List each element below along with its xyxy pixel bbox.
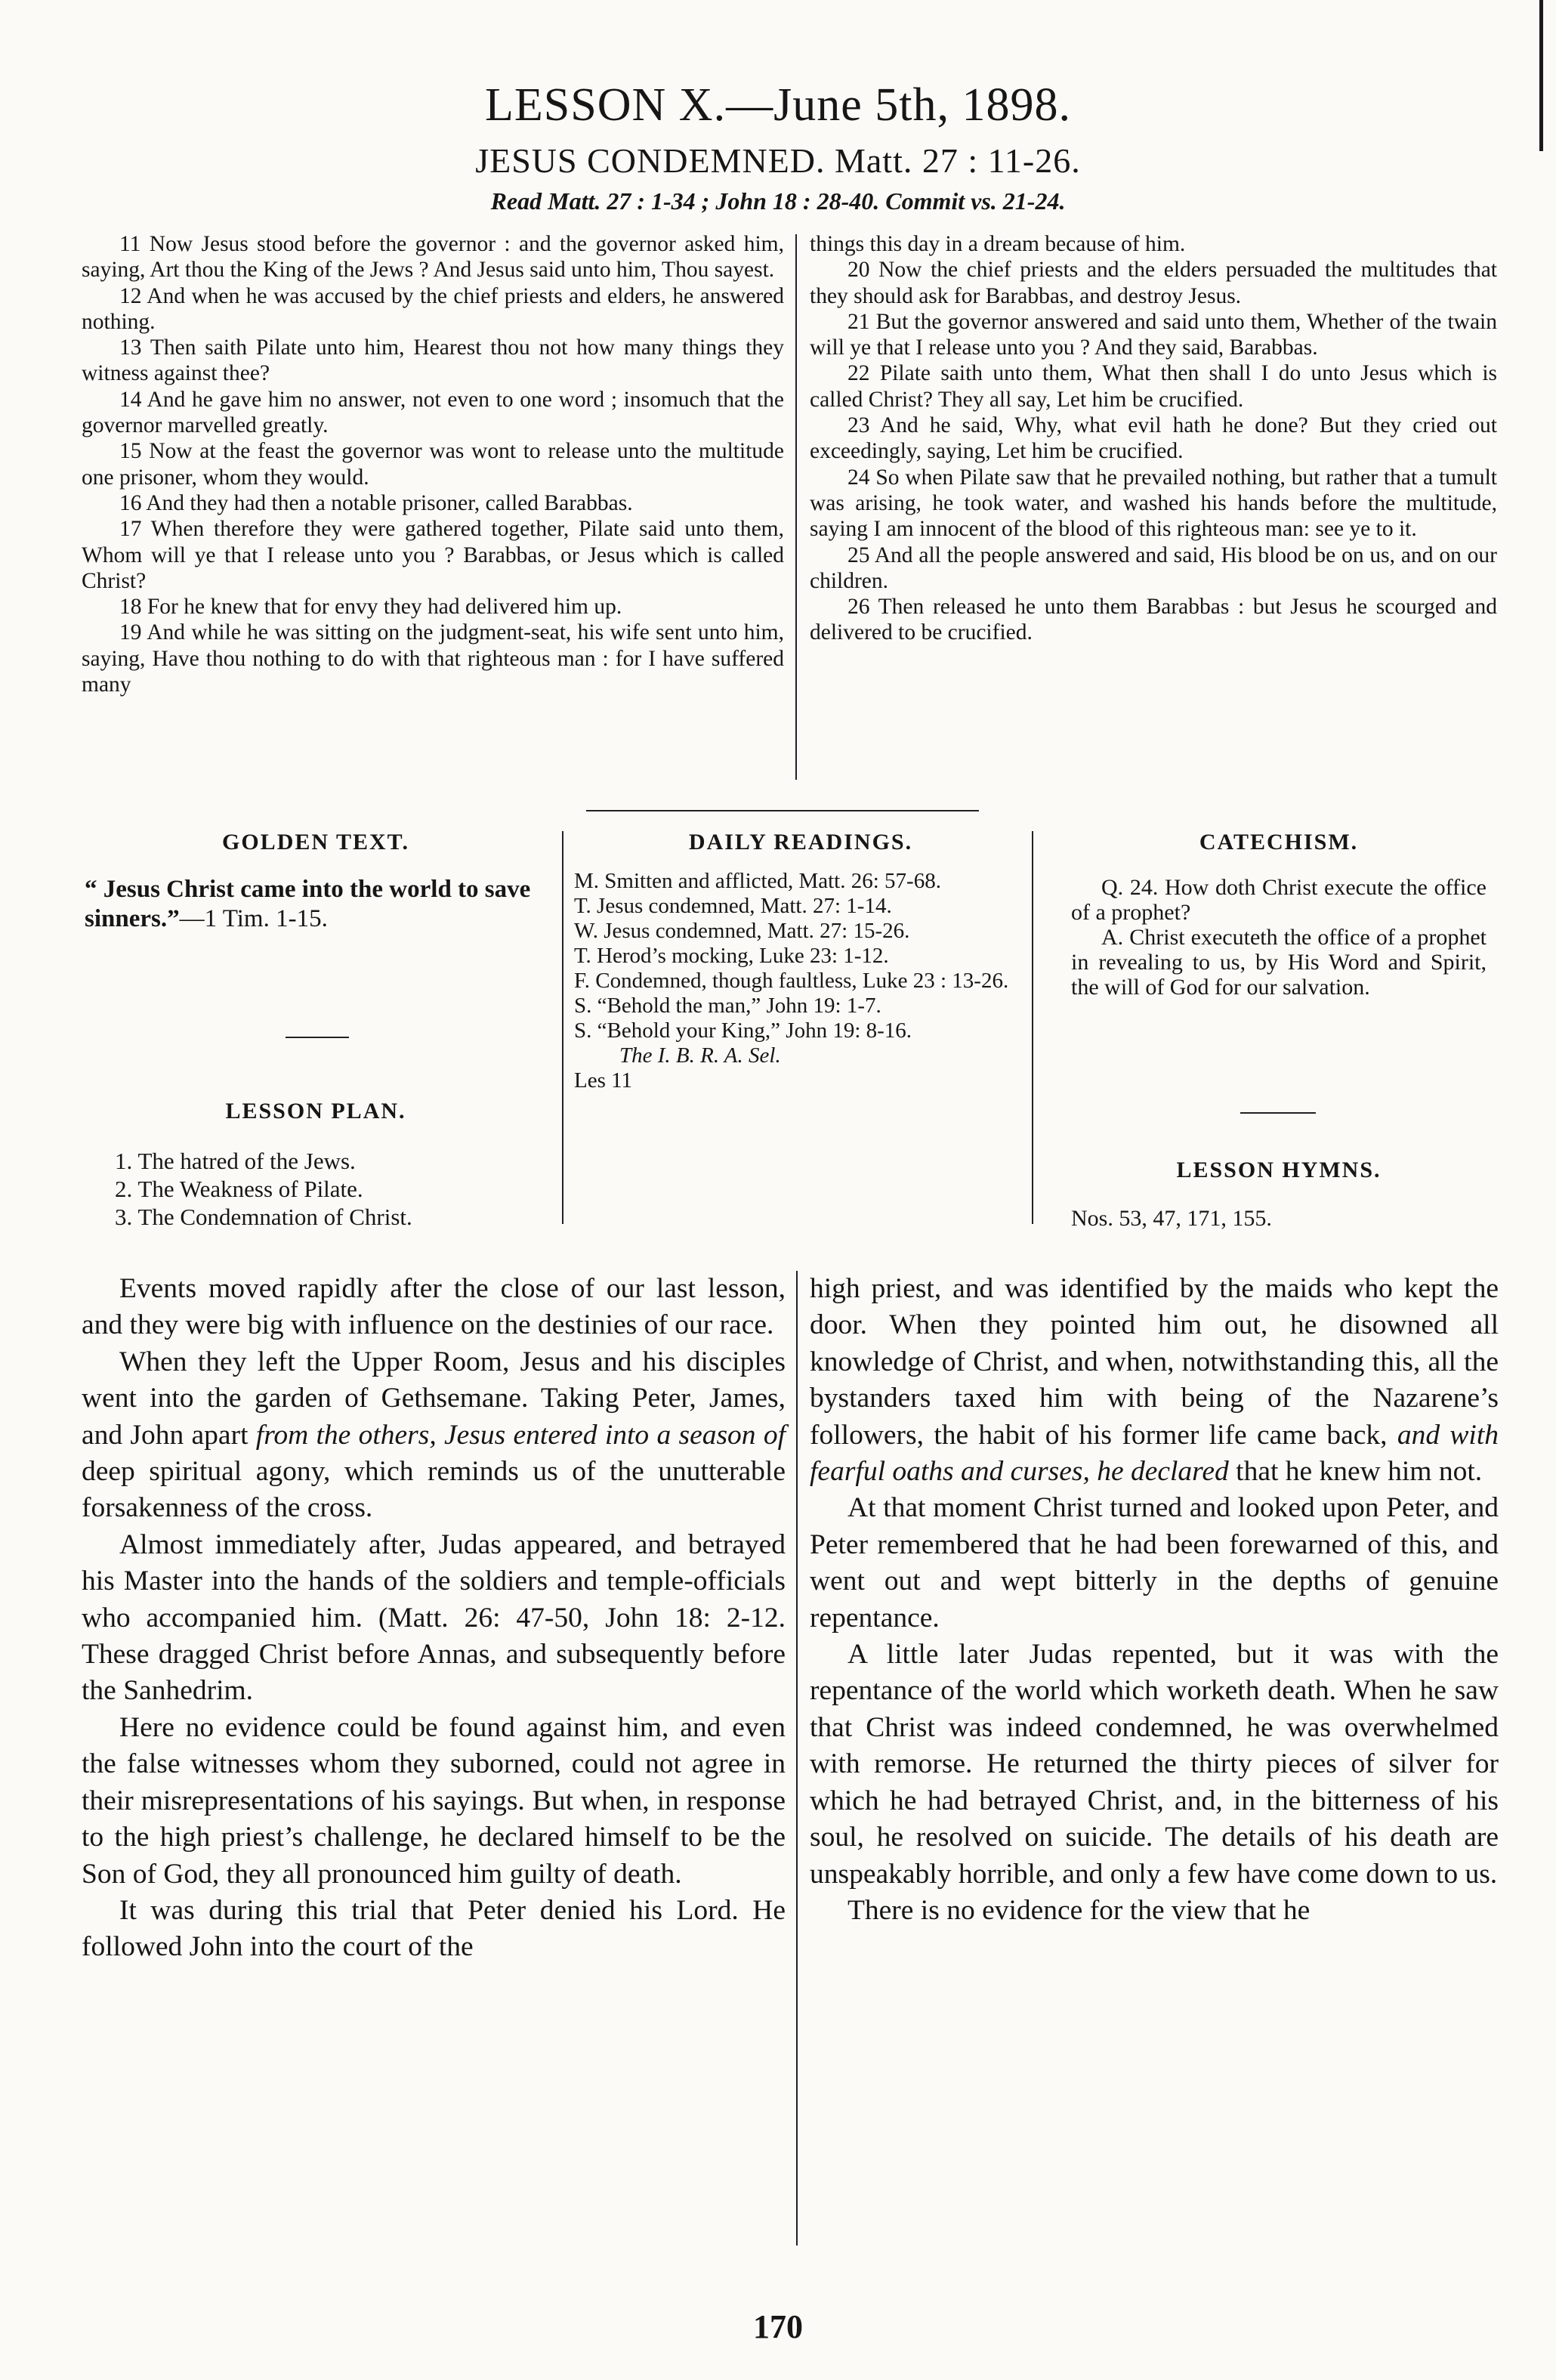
catechism-question: Q. 24. How doth Christ execute the office of a prophet? bbox=[1071, 875, 1487, 925]
commentary-column-rule bbox=[796, 1271, 798, 2246]
short-divider-left bbox=[286, 1037, 349, 1038]
box-column-rule-2 bbox=[1032, 831, 1033, 1224]
commentary-paragraph: Events moved rapidly after the close of our last lesson, and they were big with influence on the destinies of our race. bbox=[82, 1273, 786, 1341]
verse-24: 24 So when Pilate saw that he prevailed nothing, but rather that a tumult was arising, he took water, and washed his hands before the multitude, saying I am innocent of the blood of this righteous man: see ye to it. bbox=[810, 465, 1497, 542]
golden-text-reference: —1 Tim. 1-15. bbox=[179, 905, 328, 932]
commentary-paragraph: There is no evidence for the view that he bbox=[847, 1894, 1311, 1926]
catechism-text bbox=[1071, 875, 1487, 1000]
box-column-rule-1 bbox=[562, 831, 563, 1224]
scripture-left-column bbox=[82, 231, 784, 697]
verse-26: 26 Then released he unto them Barabbas : but Jesus he scourged and delivered to be crucified. bbox=[810, 595, 1497, 645]
golden-text bbox=[85, 875, 547, 934]
daily-readings-selection: The I. B. R. A. Sel. bbox=[619, 1043, 781, 1068]
verse-15: 15 Now at the feast the governor was wont to release unto the multitude one prisoner, whom they would. bbox=[82, 439, 784, 490]
commentary-paragraph: At that moment Christ turned and looked upon Peter, and Peter remembered that he had been forewarned of this, and went out and wept bitterly in the depths of genuine repentance. bbox=[810, 1492, 1499, 1634]
commentary-text: deep spiritual agony, which reminds us of the unutterable forsakenness of the cross. bbox=[82, 1456, 786, 1524]
verse-16: 16 And they had then a notable prisoner, called Barabbas. bbox=[119, 490, 633, 515]
scripture-right-column bbox=[810, 231, 1497, 646]
commentary-right-column bbox=[810, 1271, 1499, 1929]
lesson-plan-heading: LESSON PLAN. bbox=[225, 1099, 406, 1124]
scripture-column-rule bbox=[795, 234, 797, 780]
commentary-paragraph: Here no evidence could be found against him, and even the false witnesses whom they suborned, could not agree in their misrepresentations of his sayings. But when, in response to the high priest’s challenge, he declared himself to be the Son of God, they all pronounced him guilty of death. bbox=[82, 1711, 786, 1890]
lesson-plan-item: 2. The Weakness of Pilate. bbox=[115, 1176, 363, 1202]
daily-reading-item: F. Condemned, though faultless, Luke 23 : 13-26. bbox=[574, 969, 1009, 993]
commentary-text: that he knew him not. bbox=[1236, 1456, 1483, 1488]
verse-11: 11 Now Jesus stood before the governor : and the governor asked him, saying, Art thou the King of the Jews ? And Jesus said unto him, Thou sayest. bbox=[82, 232, 784, 283]
daily-reading-item: M. Smitten and afflicted, Matt. 26: 57-68. bbox=[574, 869, 941, 893]
verse-13: 13 Then saith Pilate unto him, Hearest thou not how many things they witness against thee? bbox=[82, 335, 784, 386]
commentary-paragraph: Almost immediately after, Judas appeared, and betrayed his Master into the hands of the soldiers and temple-officials who accompanied him. (Matt. 26: 47-50, John 18: 2-12. These dragged Christ before Annas, and subsequently before the Sanhedrim. bbox=[82, 1528, 786, 1707]
lesson-plan-item: 1. The hatred of the Jews. bbox=[115, 1148, 356, 1174]
catechism-answer: A. Christ executeth the office of a prophet in revealing to us, by His Word and Spirit, the will of God for our salvation. bbox=[1071, 925, 1487, 1000]
lesson-plan-list bbox=[115, 1147, 553, 1231]
reading-assignment: Read Matt. 27 : 1-34 ; John 18 : 28-40. Commit vs. 21-24. bbox=[490, 187, 1066, 215]
daily-reading-item: W. Jesus condemned, Matt. 27: 15-26. bbox=[574, 919, 910, 943]
lesson-hymns-heading: LESSON HYMNS. bbox=[1176, 1158, 1382, 1182]
short-divider-right bbox=[1240, 1112, 1316, 1114]
daily-reading-item: T. Jesus condemned, Matt. 27: 1-14. bbox=[574, 894, 892, 918]
section-divider bbox=[586, 810, 979, 811]
verse-12: 12 And when he was accused by the chief priests and elders, he answered nothing. bbox=[82, 283, 784, 334]
verse-14: 14 And he gave him no answer, not even to one word ; insomuch that the governor marvelled greatly. bbox=[82, 387, 784, 438]
page-number: 170 bbox=[753, 2308, 803, 2345]
golden-text-quote: “ Jesus Christ came into the world to save sinners.” bbox=[85, 876, 531, 932]
commentary-paragraph: A little later Judas repented, but it was with the repentance of the world which worketh death. When he saw that Christ was indeed condemned, he was overwhelmed with remorse. He returned the thirty pieces of silver for which he had betrayed Christ, and, in the bitterness of his soul, he resolved on suicide. The details of his death are unspeakably horrible, and only a few have come down to us. bbox=[810, 1639, 1499, 1890]
daily-readings-list bbox=[574, 869, 1027, 1093]
catechism-heading: CATECHISM. bbox=[1199, 830, 1359, 855]
commentary-italic-text: and with fearful oaths and curses, he declared bbox=[810, 1419, 1499, 1488]
daily-reading-item: S. “Behold your King,” John 19: 8-16. bbox=[574, 1018, 912, 1043]
verse-22: 22 Pilate saith unto them, What then shall I do unto Jesus which is called Christ? They all say, Let him be crucified. bbox=[810, 361, 1497, 412]
daily-readings-lesson: Les 11 bbox=[574, 1068, 633, 1093]
lesson-title: LESSON X.—June 5th, 1898. bbox=[485, 79, 1071, 131]
verse-19-continued: things this day in a dream because of him. bbox=[810, 232, 1186, 256]
verse-25: 25 And all the people answered and said, His blood be on us, and on our children. bbox=[810, 542, 1497, 593]
commentary-text: When they left the Upper Room, Jesus and his disciples went into the garden of Gethsemane. Taking Peter, James, and John apart bbox=[82, 1346, 786, 1451]
verse-20: 20 Now the chief priests and the elders persuaded the multitudes that they should ask for Barabbas, and destroy Jesus. bbox=[810, 258, 1497, 308]
verse-17: 17 When therefore they were gathered together, Pilate said unto them, Whom will ye that I release unto you ? Barabbas, or Jesus which is called Christ? bbox=[82, 517, 784, 593]
commentary-text: high priest, and was identified by the maids who kept the door. When they pointed him out, he disowned all knowledge of Christ, and when, notwithstanding this, all the bystanders taxed him with being of the Nazarene’s followers, the habit of his former life came back, bbox=[810, 1273, 1499, 1451]
daily-readings-heading: DAILY READINGS. bbox=[688, 830, 913, 855]
commentary-paragraph bbox=[82, 1344, 786, 1527]
verse-19: 19 And while he was sitting on the judgment-seat, his wife sent unto him, saying, Have thou nothing to do with that righteous man : for I have suffered many bbox=[82, 620, 784, 697]
commentary-paragraph: It was during this trial that Peter denied his Lord. He followed John into the court of the bbox=[82, 1894, 786, 1963]
commentary-paragraph bbox=[810, 1271, 1499, 1490]
verse-21: 21 But the governor answered and said unto them, Whether of the twain will ye that I release unto you ? And they said, Barabbas. bbox=[810, 309, 1497, 360]
daily-reading-item: S. “Behold the man,” John 19: 1-7. bbox=[574, 994, 881, 1018]
lesson-plan-item: 3. The Condemnation of Christ. bbox=[115, 1204, 412, 1230]
golden-text-heading: GOLDEN TEXT. bbox=[222, 830, 409, 855]
lesson-subtitle: JESUS CONDEMNED. Matt. 27 : 11-26. bbox=[475, 141, 1081, 180]
verse-18: 18 For he knew that for envy they had delivered him up. bbox=[119, 595, 622, 620]
daily-reading-item: T. Herod’s mocking, Luke 23: 1-12. bbox=[574, 944, 889, 968]
commentary-italic-text: from the others, Jesus entered into a season of bbox=[255, 1419, 786, 1451]
verse-23: 23 And he said, Why, what evil hath he done? But they cried out exceedingly, saying, Let him be crucified. bbox=[810, 413, 1497, 464]
lesson-hymns-numbers: Nos. 53, 47, 171, 155. bbox=[1071, 1206, 1272, 1231]
commentary-left-column bbox=[82, 1271, 786, 1966]
